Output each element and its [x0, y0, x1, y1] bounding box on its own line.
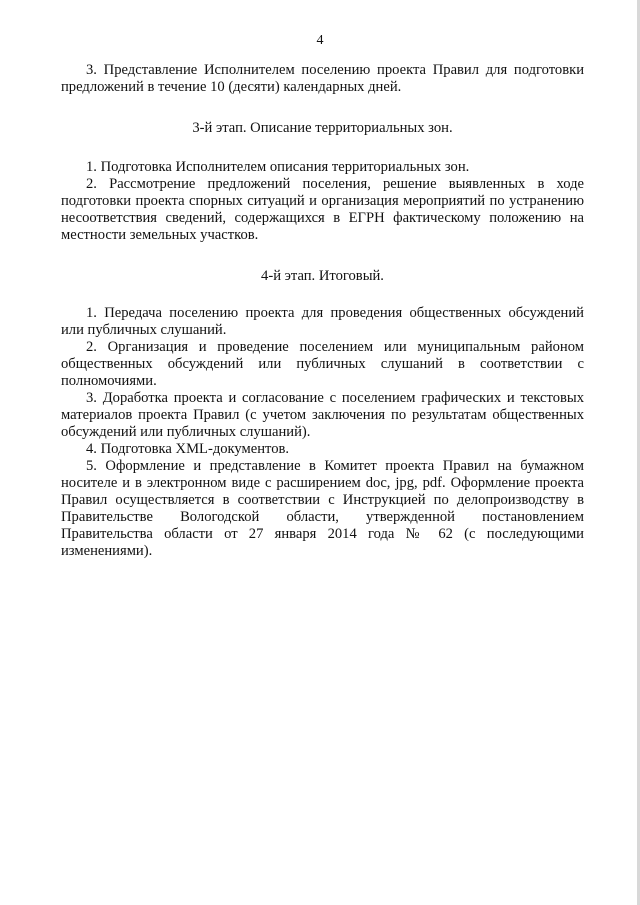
page-number: 4 — [316, 33, 324, 48]
stage4-item-4: 4. Подготовка XML-документов. — [86, 441, 290, 457]
stage4-item-5: 5. Оформление и представление в Комитет проекта Правил на бумажном носителе и в электронном виде с расширением doc, jpg, pdf. Оформление проекта Правил осуществляется в соответствии с Инструкцией по делопроизводству в Правительстве Вологодской области, утвержденной постановлением Правительства области от 27 января 2014 года № 62 (с последующими изменениями). — [61, 458, 584, 559]
document-body — [61, 62, 584, 560]
stage4-item-2: 2. Организация и проведение поселением или муниципальным районом общественных обсуждений или публичных слушаний в соответствии с полномочиями. — [61, 339, 584, 389]
spacer — [61, 96, 584, 120]
spacer — [61, 285, 584, 305]
paragraph-stage2-item-3: 3. Представление Исполнителем поселению проекта Правил для подготовки предложений в течение 10 (десяти) календарных дней. — [61, 62, 584, 95]
stage4-item-1: 1. Передача поселению проекта для проведения общественных обсуждений или публичных слушаний. — [61, 305, 584, 338]
spacer — [61, 137, 584, 159]
stage3-heading: 3-й этап. Описание территориальных зон. — [192, 120, 453, 136]
stage4-item-3: 3. Доработка проекта и согласование с поселением графических и текстовых материалов проекта Правил (с учетом заключения по результатам общественных обсуждений или публичных слушаний). — [61, 390, 584, 440]
stage4-heading: 4-й этап. Итоговый. — [261, 268, 384, 284]
spacer — [61, 244, 584, 268]
stage3-item-2: 2. Рассмотрение предложений поселения, решение выявленных в ходе подготовки проекта спорных ситуаций и организация мероприятий по устранению несоответствия сведений, содержащихся в ЕГРН фактическому положению на местности земельных участков. — [61, 176, 584, 243]
stage3-item-1: 1. Подготовка Исполнителем описания территориальных зон. — [86, 159, 470, 175]
